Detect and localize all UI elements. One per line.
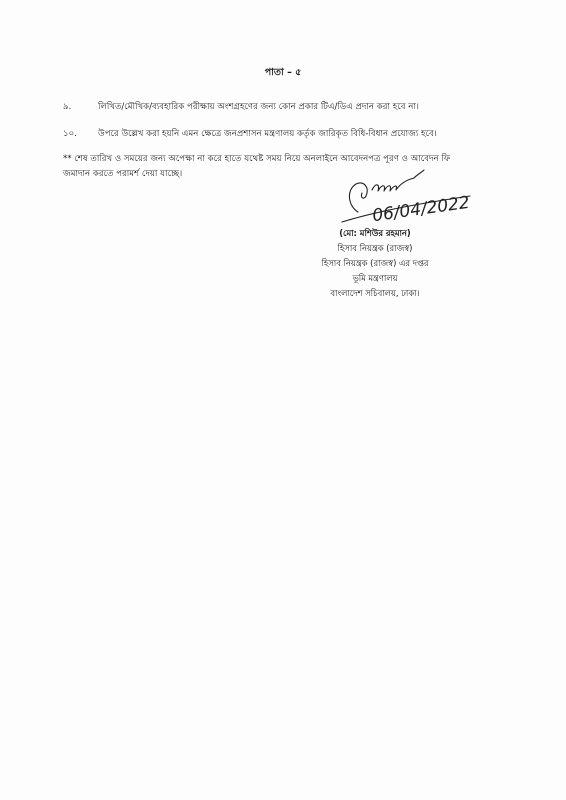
signature-date: 06/04/2022 — [371, 192, 471, 227]
signatory-office: হিসাব নিয়ন্ত্রক (রাজস্ব) এর দপ্তর — [321, 258, 429, 268]
page-number: পাতা – ৫ — [264, 67, 302, 78]
item-number: ৯. — [63, 102, 72, 112]
item-number: ১০. — [63, 129, 77, 139]
item-text: উপরে উল্লেখ করা হয়নি এমন ক্ষেত্রে জনপ্রশাসন মন্ত্রণালয় কর্তৃক জারিকৃত বিধি-বিধান প্রযোজ্য হবে। — [98, 129, 437, 139]
signatory-name: (মো: মশিউর রহমান) — [339, 228, 411, 238]
signatory-address: বাংলাদেশ সচিবালয়, ঢাকা। — [330, 288, 420, 298]
item-text: লিখিত/মৌখিক/ব্যবহারিক পরীক্ষায় অংশগ্রহণের জন্য কোন প্রকার টিএ/ডিএ প্রদান করা হবে না। — [98, 102, 419, 112]
signatory-designation: হিসাব নিয়ন্ত্রক (রাজস্ব) — [337, 243, 413, 253]
signatory-block — [280, 226, 470, 301]
advisory-note: ** শেষ তারিখ ও সময়ের জন্য অপেক্ষা না করে হাতে যথেষ্ট সময় নিয়ে অনলাইনে আবেদনপত্র পূরণ ও আবেদন ফি জমাদান করতে পরামর্শ দেয়া যাচ্ছে। — [63, 154, 451, 179]
signatory-ministry: ভূমি মন্ত্রণালয় — [352, 273, 398, 283]
handwritten-signature — [320, 160, 485, 230]
